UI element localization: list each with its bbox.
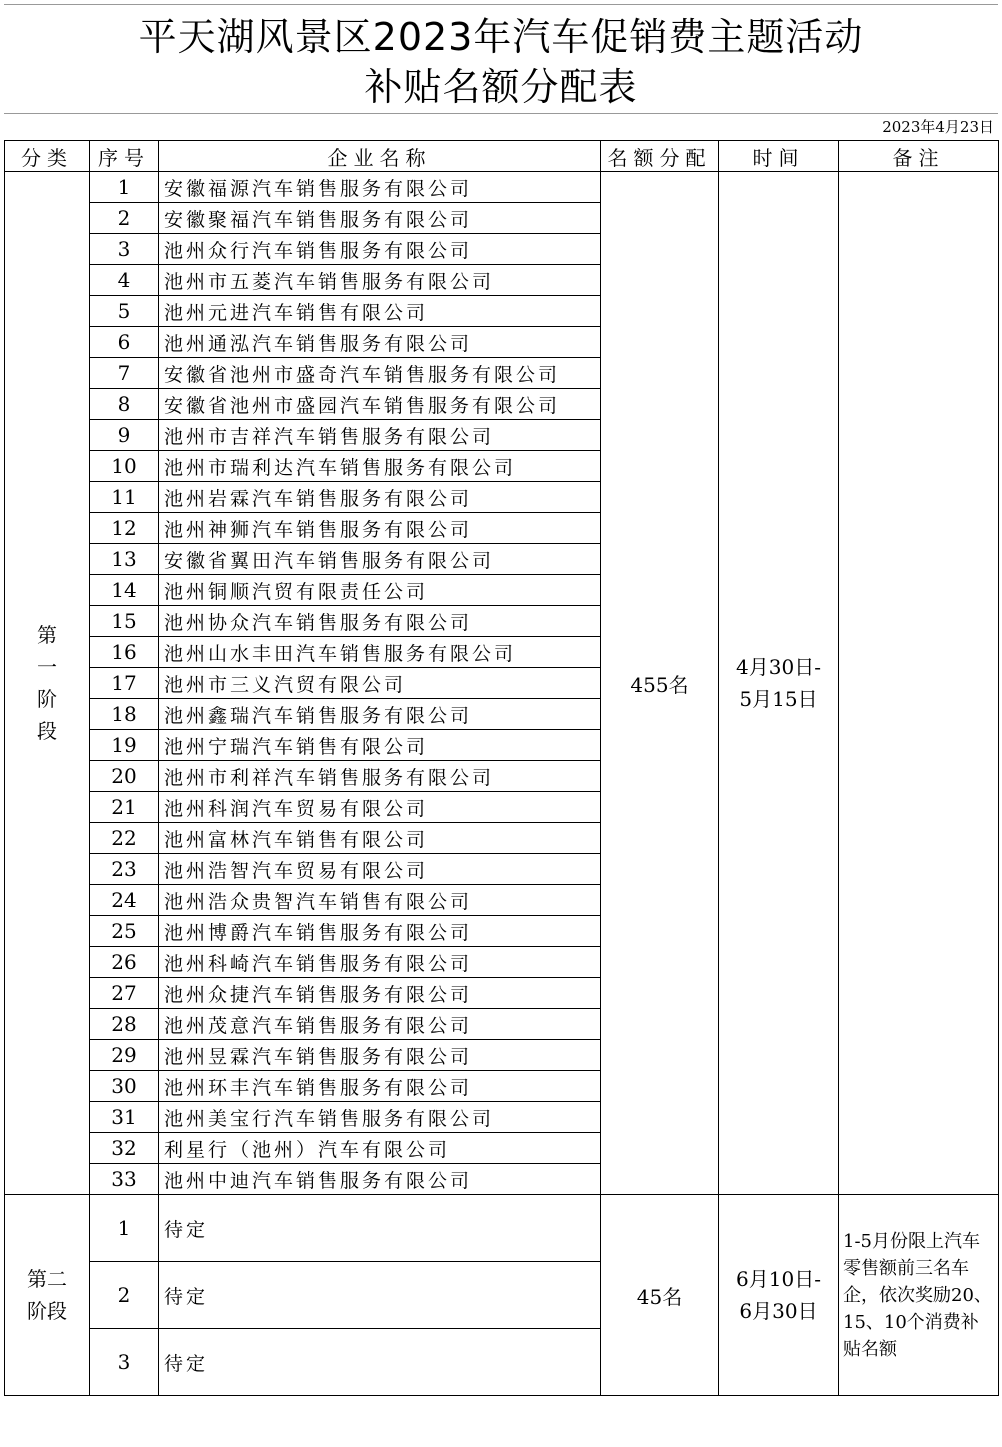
stage1-category-char: 段 (37, 719, 57, 743)
stage1-category (5, 172, 90, 1195)
stage2-quota: 45名 (601, 1195, 719, 1396)
table-row (5, 1195, 999, 1262)
stage1-period (719, 172, 839, 1195)
row-seq: 33 (90, 1164, 159, 1195)
row-seq: 7 (90, 358, 159, 389)
company-name: 池州神狮汽车销售服务有限公司 (159, 513, 601, 544)
row-seq: 31 (90, 1102, 159, 1133)
table-row (5, 172, 999, 203)
row-seq: 1 (90, 1195, 159, 1262)
page-title-line1: 平天湖风景区2023年汽车促销费主题活动 (138, 15, 864, 59)
row-seq: 32 (90, 1133, 159, 1164)
company-name: 池州市瑞利达汽车销售服务有限公司 (159, 451, 601, 482)
row-seq: 22 (90, 823, 159, 854)
header-company: 企业名称 (159, 141, 601, 172)
company-name: 池州浩众贵智汽车销售有限公司 (159, 885, 601, 916)
company-name: 安徽省翼田汽车销售服务有限公司 (159, 544, 601, 575)
header-remark: 备注 (839, 141, 999, 172)
company-name: 池州众捷汽车销售服务有限公司 (159, 978, 601, 1009)
row-seq: 18 (90, 699, 159, 730)
row-seq: 19 (90, 730, 159, 761)
row-seq: 25 (90, 916, 159, 947)
top-rule (4, 4, 998, 5)
row-seq: 20 (90, 761, 159, 792)
company-name: 池州美宝行汽车销售服务有限公司 (159, 1102, 601, 1133)
company-name: 池州环丰汽车销售服务有限公司 (159, 1071, 601, 1102)
row-seq: 17 (90, 668, 159, 699)
company-name: 池州鑫瑞汽车销售服务有限公司 (159, 699, 601, 730)
stage1-period-line: 4月30日- (736, 655, 821, 679)
company-name: 池州众行汽车销售服务有限公司 (159, 234, 601, 265)
company-name: 池州博爵汽车销售服务有限公司 (159, 916, 601, 947)
row-seq: 28 (90, 1009, 159, 1040)
header-quota: 名额分配 (601, 141, 719, 172)
row-seq: 10 (90, 451, 159, 482)
stage2-period (719, 1195, 839, 1396)
row-seq: 27 (90, 978, 159, 1009)
document-date: 2023年4月23日 (882, 118, 994, 136)
company-name: 池州铜顺汽贸有限责任公司 (159, 575, 601, 606)
company-name: 池州山水丰田汽车销售服务有限公司 (159, 637, 601, 668)
page-title-line2: 补贴名额分配表 (364, 65, 638, 109)
row-seq: 24 (90, 885, 159, 916)
row-seq: 5 (90, 296, 159, 327)
stage2-period-line: 6月10日- (736, 1267, 821, 1291)
header-category: 分类 (5, 141, 90, 172)
row-seq: 13 (90, 544, 159, 575)
company-name: 池州中迪汽车销售服务有限公司 (159, 1164, 601, 1195)
row-seq: 21 (90, 792, 159, 823)
company-name: 池州元进汽车销售有限公司 (159, 296, 601, 327)
row-seq: 15 (90, 606, 159, 637)
header-row (5, 141, 999, 172)
row-seq: 6 (90, 327, 159, 358)
row-seq: 3 (90, 1329, 159, 1396)
row-seq: 9 (90, 420, 159, 451)
stage2-remark: 1-5月份限上汽车零售额前三名车企，依次奖励20、15、10个消费补贴名额 (839, 1195, 999, 1396)
company-name: 池州市吉祥汽车销售服务有限公司 (159, 420, 601, 451)
company-name: 池州岩霖汽车销售服务有限公司 (159, 482, 601, 513)
row-seq: 11 (90, 482, 159, 513)
row-seq: 12 (90, 513, 159, 544)
table-body (5, 172, 999, 1396)
stage1-period-line: 5月15日 (739, 687, 818, 711)
row-seq: 29 (90, 1040, 159, 1071)
row-seq: 23 (90, 854, 159, 885)
company-name: 池州通泓汽车销售服务有限公司 (159, 327, 601, 358)
row-seq: 3 (90, 234, 159, 265)
company-name: 池州宁瑞汽车销售有限公司 (159, 730, 601, 761)
company-name: 池州市三义汽贸有限公司 (159, 668, 601, 699)
header-time: 时间 (719, 141, 839, 172)
company-name: 池州市利祥汽车销售服务有限公司 (159, 761, 601, 792)
company-name: 安徽省池州市盛园汽车销售服务有限公司 (159, 389, 601, 420)
stage1-category-char: 阶 (37, 687, 57, 711)
company-name: 池州昱霖汽车销售服务有限公司 (159, 1040, 601, 1071)
stage2-period-line: 6月30日 (739, 1299, 818, 1323)
stage1-category-char: 第 (37, 623, 57, 647)
row-seq: 2 (90, 203, 159, 234)
row-seq: 4 (90, 265, 159, 296)
row-seq: 14 (90, 575, 159, 606)
company-name: 待定 (159, 1195, 601, 1262)
company-name: 池州科崎汽车销售服务有限公司 (159, 947, 601, 978)
company-name: 安徽省池州市盛奇汽车销售服务有限公司 (159, 358, 601, 389)
allocation-table (4, 140, 999, 1396)
company-name: 池州科润汽车贸易有限公司 (159, 792, 601, 823)
company-name: 待定 (159, 1262, 601, 1329)
row-seq: 30 (90, 1071, 159, 1102)
row-seq: 16 (90, 637, 159, 668)
stage1-quota: 455名 (601, 172, 719, 1195)
stage2-category-line: 第二 (27, 1267, 67, 1291)
company-name: 待定 (159, 1329, 601, 1396)
row-seq: 26 (90, 947, 159, 978)
company-name: 池州协众汽车销售服务有限公司 (159, 606, 601, 637)
company-name: 池州浩智汽车贸易有限公司 (159, 854, 601, 885)
stage1-remark (839, 172, 999, 1195)
company-name: 安徽福源汽车销售服务有限公司 (159, 172, 601, 203)
title-rule (4, 113, 998, 114)
company-name: 池州富林汽车销售有限公司 (159, 823, 601, 854)
company-name: 池州市五菱汽车销售服务有限公司 (159, 265, 601, 296)
company-name: 池州茂意汽车销售服务有限公司 (159, 1009, 601, 1040)
stage2-category (5, 1195, 90, 1396)
company-name: 利星行（池州）汽车有限公司 (159, 1133, 601, 1164)
stage1-category-char: 一 (37, 655, 57, 679)
company-name: 安徽聚福汽车销售服务有限公司 (159, 203, 601, 234)
stage2-category-line: 阶段 (27, 1299, 67, 1323)
row-seq: 2 (90, 1262, 159, 1329)
row-seq: 1 (90, 172, 159, 203)
header-seq: 序号 (90, 141, 159, 172)
row-seq: 8 (90, 389, 159, 420)
